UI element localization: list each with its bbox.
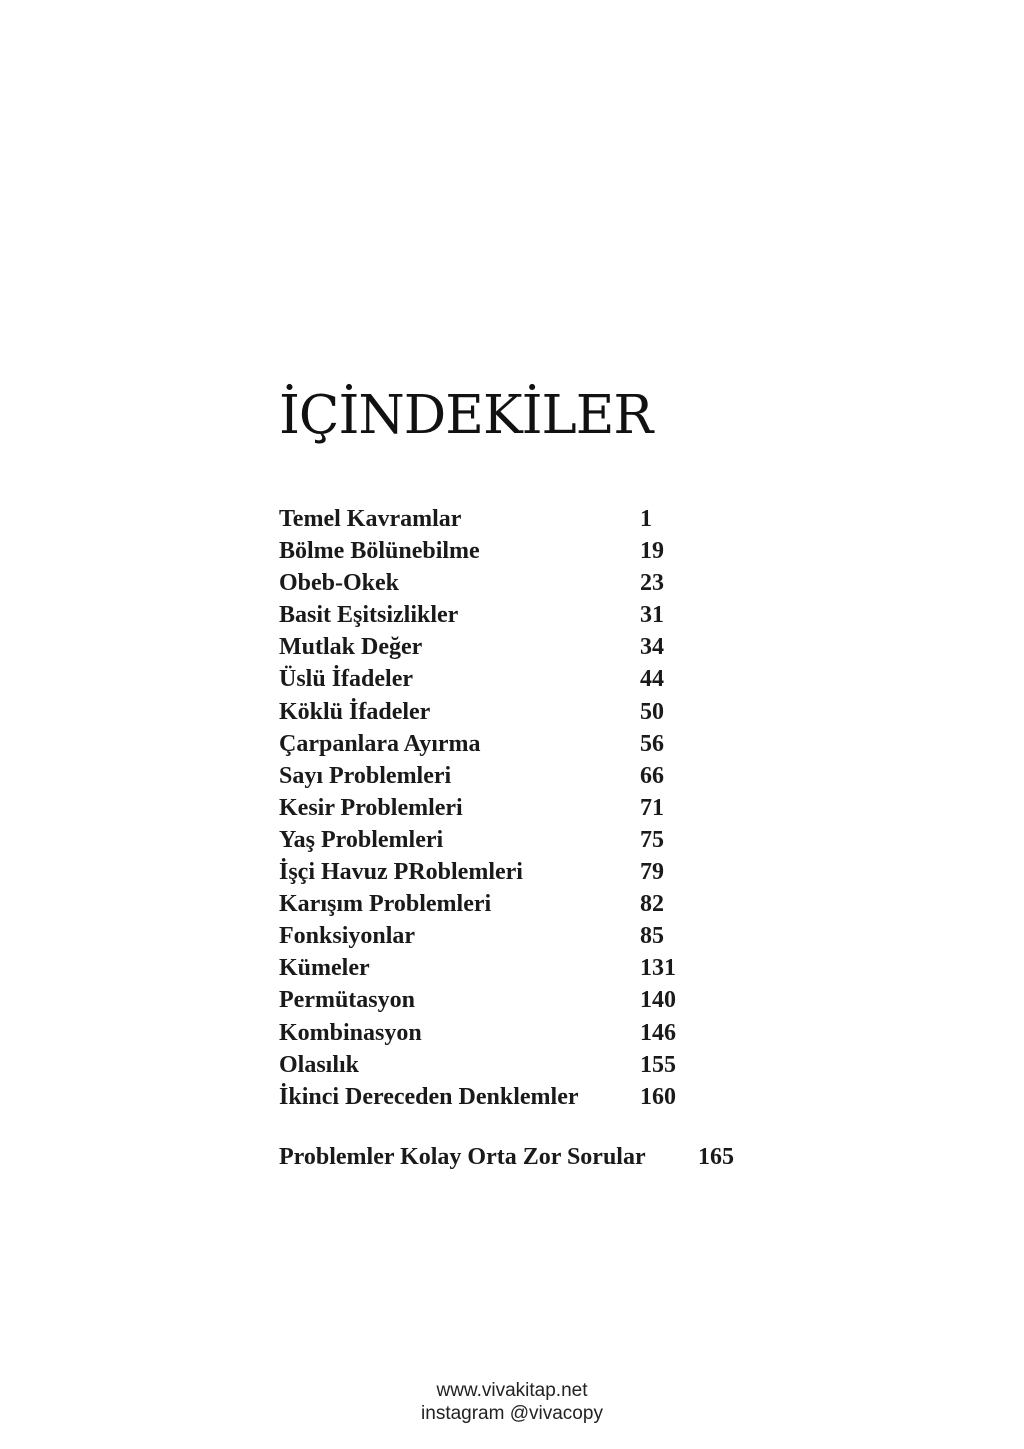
website-text: www.vivakitap.net [436, 1380, 588, 1401]
toc-entry-page: 1 [640, 506, 652, 532]
toc-entry [279, 1081, 699, 1113]
toc-entry [279, 567, 699, 599]
toc-entry [279, 663, 699, 695]
toc-entry-page: 140 [640, 987, 676, 1014]
toc-entry [279, 888, 699, 920]
toc-entry-label: Obeb-Okek [279, 570, 400, 597]
toc-extra-label: Problemler Kolay Orta Zor Sorular [279, 1144, 646, 1170]
toc-entry-label: Bölme Bölünebilme [279, 538, 480, 565]
toc-entry [279, 792, 699, 824]
toc-entry-page: 75 [640, 826, 664, 853]
toc-entry [279, 696, 699, 728]
toc-entry-label: Çarpanlara Ayırma [279, 730, 481, 757]
toc-entry-label: Fonksiyonlar [279, 923, 416, 950]
toc-entry-label: Kesir Problemleri [279, 794, 463, 821]
toc-entry [279, 728, 699, 760]
toc-entry-label: Üslü İfadeler [279, 666, 413, 693]
toc-entry-page: 82 [640, 891, 664, 918]
toc-entry-page: 56 [640, 730, 664, 757]
toc-entry-page: 50 [640, 698, 664, 725]
page-footer [0, 1379, 1024, 1425]
toc-entry [279, 984, 699, 1016]
toc-entry [279, 760, 699, 792]
toc-entry-label: Basit Eşitsizlikler [279, 602, 459, 629]
toc-entry-label: Mutlak Değer [279, 634, 423, 661]
toc-entry-page: 79 [640, 859, 664, 886]
toc-entry-page: 131 [640, 955, 676, 982]
toc-entry-page: 146 [640, 1019, 676, 1046]
toc-entry-page: 66 [640, 762, 664, 789]
toc-entry [279, 599, 699, 631]
toc-entry [279, 952, 699, 984]
toc-entry-page: 23 [640, 570, 664, 597]
page-title: İÇİNDEKİLER [279, 385, 653, 446]
toc-extra-page: 165 [698, 1144, 734, 1170]
toc-entry [279, 920, 699, 952]
toc-entry-label: Kombinasyon [279, 1019, 422, 1046]
toc-entry [279, 503, 699, 535]
toc-entry-page: 19 [640, 538, 664, 565]
toc-entry-label: Permütasyon [279, 987, 415, 1014]
toc-entry-label: Temel Kavramlar [279, 506, 462, 532]
toc-entry-label: Köklü İfadeler [279, 698, 431, 725]
toc-entry-label: Olasılık [279, 1051, 360, 1078]
table-of-contents [279, 503, 699, 1113]
toc-entry-page: 34 [640, 634, 664, 661]
toc-entry-page: 85 [640, 923, 664, 950]
toc-entry-label: İşçi Havuz PRoblemleri [279, 859, 523, 886]
toc-entry [279, 856, 699, 888]
instagram-text: instagram @vivacopy [421, 1403, 603, 1424]
toc-entry [279, 1017, 699, 1049]
toc-entry-page: 31 [640, 602, 664, 629]
toc-entry-label: Yaş Problemleri [279, 826, 444, 853]
toc-entry-page: 71 [640, 794, 664, 821]
toc-entry-page: 160 [640, 1083, 676, 1110]
toc-entry-label: Karışım Problemleri [279, 891, 492, 918]
toc-entry-label: Sayı Problemleri [279, 762, 452, 789]
toc-entry [279, 535, 699, 567]
toc-extra-entry [279, 1141, 749, 1173]
toc-entry-page: 44 [640, 666, 664, 693]
toc-entry [279, 1049, 699, 1081]
toc-entry-label: İkinci Dereceden Denklemler [279, 1083, 579, 1110]
toc-entry [279, 631, 699, 663]
toc-entry-label: Kümeler [279, 955, 370, 982]
toc-entry [279, 824, 699, 856]
toc-entry-page: 155 [640, 1051, 676, 1078]
